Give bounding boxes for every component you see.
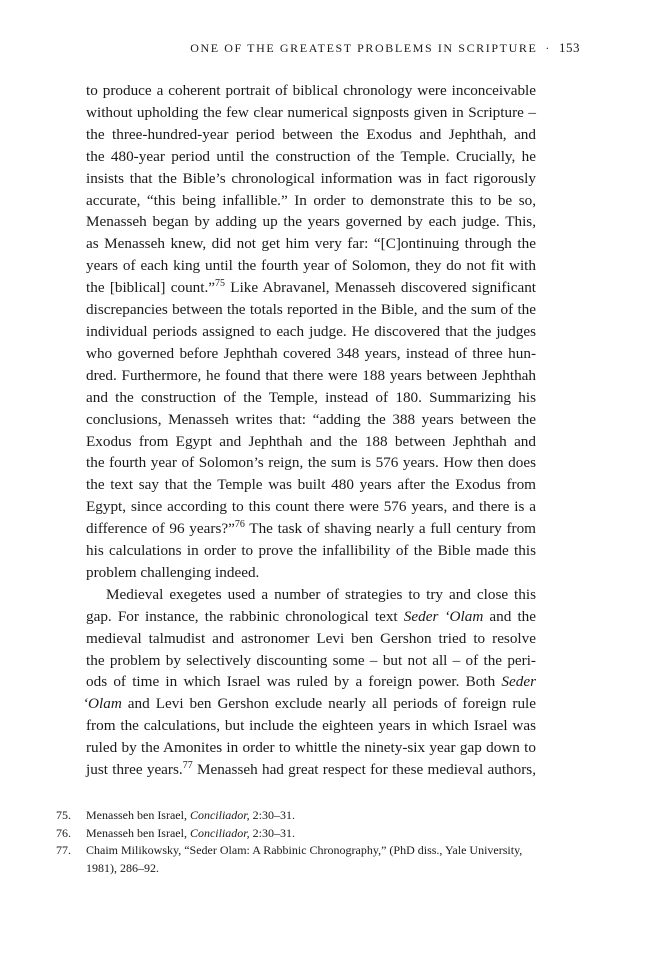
italic-title: Seder ‘Olam: [403, 607, 484, 625]
footnote-text: Chaim Milikowsky, “Seder Olam: A Rabbinic Chronography,” (PhD diss., Yale University, 1981), 286–92.: [86, 843, 523, 875]
body-line: Exodus from Egypt and Jephthah and the 188 between Jephthah and: [86, 432, 536, 450]
footnote-75: [56, 807, 536, 825]
body-line: problem challenging indeed.: [86, 563, 260, 581]
body-line: just three years.$^{77}$ Menasseh had great respect for these medieval authors,: [86, 760, 536, 779]
running-head-title: ONE OF THE GREATEST PROBLEMS IN SCRIPTURE: [190, 41, 538, 55]
body-line: discrepancies between the totals reported in the Bible, and the sum of the: [86, 301, 536, 319]
body-line: insists that the Bible’s chronological information was in fact rigorously: [86, 169, 536, 187]
footnote-ref-75[interactable]: 75: [215, 278, 226, 290]
body-line: accurate, “this being infallible.” In order to demonstrate this to be so,: [86, 191, 536, 209]
body-line: individual periods assigned to each judge. He discovered that the judges: [86, 322, 536, 340]
body-line: without upholding the few clear numerical signposts given in Scripture –: [86, 103, 536, 121]
footnote-ref-76[interactable]: 76: [234, 519, 245, 531]
body-line: as Menasseh knew, did not get him very far: “[C]ontinuing through the: [86, 235, 536, 253]
body-line: the fourth year of Solomon’s reign, the sum is 576 years. How then does: [86, 454, 536, 472]
body-line: to produce a coherent portrait of biblical chronology were inconceivable: [86, 82, 536, 99]
footnote-76: [56, 825, 536, 843]
body-line: gap. For instance, the rabbinic chronological text Seder ‘Olam and the: [86, 607, 537, 625]
body-line: ods of time in which Israel was ruled by a foreign power. Both Seder: [86, 673, 536, 691]
body-line: Egypt, since according to this count there were 576 years, and there is a: [86, 498, 536, 516]
body-line: his calculations in order to prove the infallibility of the Bible made this: [86, 542, 536, 560]
footnote-text: Menasseh ben Israel, Conciliador, 2:30–31.: [86, 825, 295, 840]
body-line: conclusions, Menasseh writes that: “adding the 388 years between the: [86, 410, 536, 428]
body-line: medieval talmudist and astronomer Levi ben Gershon tried to resolve: [86, 629, 536, 647]
footnotes: [56, 807, 536, 877]
body-line: the [biblical] count.”$^{75}$ Like Abravanel, Menasseh discovered significant: [86, 278, 537, 297]
footnote-number: 76.: [56, 825, 71, 840]
running-head: [86, 40, 580, 56]
footnote-77: [56, 842, 536, 877]
body-line: from the calculations, but include the eighteen years in which Israel was: [86, 717, 536, 735]
body-line: Menasseh began by adding up the years governed by each judge. This,: [86, 213, 536, 231]
footnote-ref-77[interactable]: 77: [182, 760, 193, 772]
body-line: and the construction of the Temple, instead of 180. Summarizing his: [86, 388, 536, 406]
body-line: who governed before Jephthah covered 348 years, instead of three hun-: [86, 344, 536, 362]
body-line: years of each king until the fourth year of Solomon, they do not fit with: [86, 257, 536, 275]
italic-title: ‘Olam: [83, 695, 122, 713]
footnote-number: 75.: [56, 808, 71, 822]
body-line: ‘Olam and Levi ben Gershon exclude nearly all periods of foreign rule: [83, 695, 536, 713]
body-line: the three-hundred-year period between the Exodus and Jephthah, and: [86, 125, 536, 143]
body-line: the 480-year period until the construction of the Temple. Crucially, he: [86, 147, 536, 165]
body-line: difference of 96 years?”$^{76}$ The task of shaving nearly a full century from: [86, 519, 536, 538]
footnote-text: Menasseh ben Israel, Conciliador, 2:30–31.: [86, 808, 295, 822]
body-text: [83, 80, 537, 781]
body-line: ruled by the Amonites in order to whittle the ninety-six year gap down to: [86, 739, 536, 757]
footnote-number: 77.: [56, 843, 71, 857]
running-head-separator: ·: [545, 41, 551, 55]
paragraph-first-line: Medieval exegetes used a number of strategies to try and close this: [106, 585, 536, 603]
body-line: the problem by selectively discounting some – but not all – of the peri-: [86, 651, 536, 669]
italic-title: Seder: [501, 673, 536, 691]
body-line: dred. Furthermore, he found that there were 188 years between Jephthah: [86, 366, 536, 384]
body-line: the text say that the Temple was built 480 years after the Exodus from: [86, 476, 536, 494]
page-number: 153: [559, 40, 580, 55]
